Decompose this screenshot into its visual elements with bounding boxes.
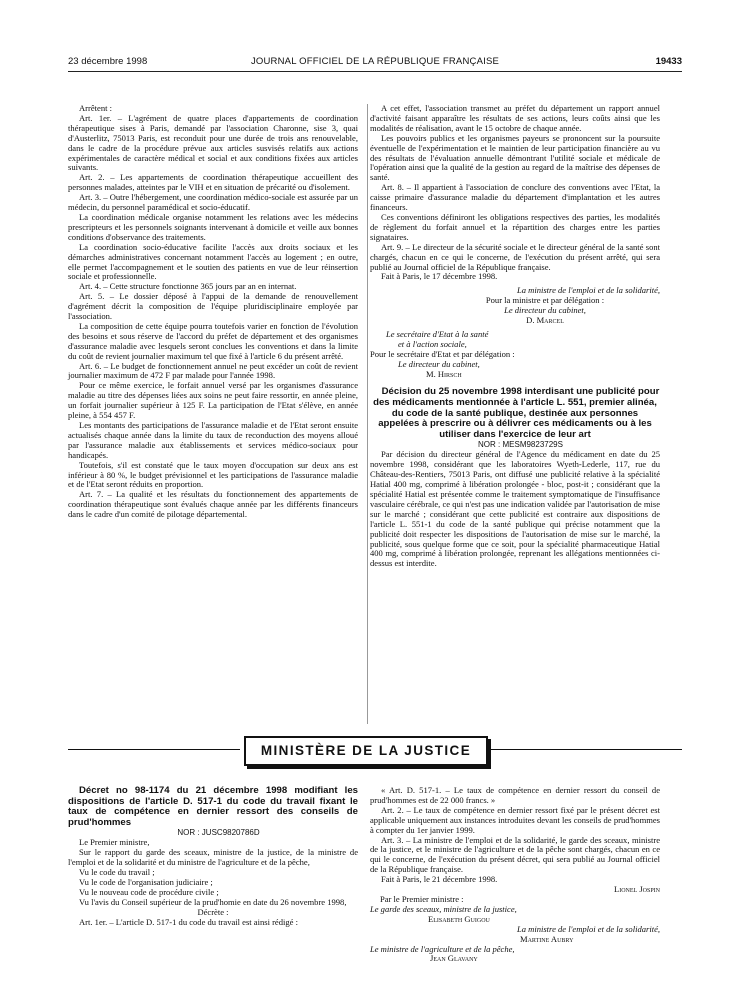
paragraph: Sur le rapport du garde des sceaux, ministre de la justice, de la ministre de l'emploi et de la solidarité et du ministre de l'agriculture et de la pêche, xyxy=(68,847,358,868)
header-date: 23 décembre 1998 xyxy=(68,56,148,67)
arrete-right-column xyxy=(370,104,660,569)
paragraph: La composition de cette équipe pourra toutefois varier en fonction de l'évolution des besoins et sous réserve de l'accord du préfet de département et des organismes d'assurance maladie avec lesquels seront conclues les conventions et dans la limite du coût de revient journalier maximum tel que fixé à l'article 6 du présent arrêté. xyxy=(68,320,358,361)
date-line: Fait à Paris, le 21 décembre 1998. xyxy=(381,874,498,885)
signature-title: Le secrétaire d'Etat à la santé xyxy=(386,328,489,339)
signature-delegation: Par le Premier ministre : xyxy=(380,893,464,904)
paragraph: Vu le code de l'organisation judiciaire ; xyxy=(79,876,213,887)
paragraph: Vu l'avis du Conseil supérieur de la prud'homie en date du 26 novembre 1998, xyxy=(79,896,347,907)
paragraph: La coordination socio-éducative facilite l'accès aux droits sociaux et les démarches administratives concernant notamment l'accès au logement ; en outre, elle permet l'accompagnement et le soutien des patients en vue de leur réinsertion sociale et professionnelle. xyxy=(68,241,358,282)
article-1: Art. 1er. – L'agrément de quatre places d'appartements de coordination thérapeutique sises à Paris, demandé par l'association Charonne, sise 3, quai d'Austerlitz, 75013 Paris, est reconduit pour une durée de trois ans renouvelable, dans le cadre de la procédure prévue aux articles susvisés relatifs aux actions expérimentales de caractère médical et social et aux conditions fixées aux articles suivants. xyxy=(68,112,358,173)
header-rule xyxy=(68,71,682,72)
paragraph: Ces conventions définiront les obligations respectives des parties, les modalités de règlement du forfait annuel et la répartition des charges entre les parties signataires. xyxy=(370,211,660,242)
article-2: Art. 2. – Le taux de compétence en dernier ressort fixé par le présent décret est applicable uniquement aux instances introduites devant les conseils de prud'hommes à compter du 1er janvier 1999. xyxy=(370,804,660,835)
article-3: Art. 3. – La ministre de l'emploi et de la solidarité, le garde des sceaux, ministre de la justice, et le ministre de l'agriculture et de la pêche sont chargés, chacun en ce qui le concerne, de l'exécution du présent décret, qui sera publié au Journal officiel de la République française. xyxy=(370,834,660,875)
signature-title: La ministre de l'emploi et de la solidarité, xyxy=(517,285,660,296)
paragraph: Le Premier ministre, xyxy=(79,837,150,848)
article-5: Art. 5. – Le dossier déposé à l'appui de la demande de renouvellement d'agrément décrit la composition de l'équipe pluridisciplinaire employée par l'association. xyxy=(68,291,358,322)
signature-name: D. Marcel xyxy=(526,315,564,326)
date-line: Fait à Paris, le 17 décembre 1998. xyxy=(381,271,498,282)
column-divider xyxy=(367,104,368,724)
banner-rule-right xyxy=(490,749,682,750)
signature-name: Lionel Jospin xyxy=(613,884,660,895)
signature-name: Martine Aubry xyxy=(520,933,574,944)
signature-title: La ministre de l'emploi et de la solidarité, xyxy=(517,923,660,934)
article-3: Art. 3. – Outre l'hébergement, une coordination médico-sociale est assurée par un médecin, du personnel paramédical et socio-éducatif. xyxy=(68,192,358,213)
signature-role: Le directeur du cabinet, xyxy=(398,358,480,369)
paragraph: Toutefois, s'il est constaté que le taux moyen d'occupation sur deux ans est inférieur à 80 %, le budget prévisionnel et les participations de l'assurance maladie et de l'Etat seront réduits en proportion. xyxy=(68,459,358,490)
paragraph: Pour ce même exercice, le forfait annuel versé par les organismes d'assurance maladie au titre des dépenses liées aux soins ne peut faire ressortir, en année pleine, un forfait journalier supérieur à 125 F. La participation de l'Etat s'élève, en année pleine, à 554 457 F. xyxy=(68,380,358,421)
signature-title: et à l'action sociale, xyxy=(398,338,467,349)
decision-nor: NOR : MESM9823729S xyxy=(478,440,563,450)
signature-title: Le garde des sceaux, ministre de la justice, xyxy=(370,903,517,914)
signature-name: M. Hirsch xyxy=(426,368,462,379)
header-journal-title: JOURNAL OFFICIEL DE LA RÉPUBLIQUE FRANÇAISE xyxy=(250,56,500,67)
decret-right-column xyxy=(370,786,660,964)
ministry-banner: MINISTÈRE DE LA JUSTICE xyxy=(244,736,488,766)
paragraph: A cet effet, l'association transmet au préfet du département un rapport annuel d'activité faisant apparaître les résultats de ses actions, leurs coûts ainsi que les modalités de réalisation, avant le 15 octobre de chaque année. xyxy=(370,103,660,133)
signature-delegation: Pour la ministre et par délégation : xyxy=(485,295,605,306)
decret-title: Décret no 98-1174 du 21 décembre 1998 modifiant les dispositions de l'article D. 517-1 du code du travail fixant le taux de compétence en dernier ressort des conseils de prud'hommes xyxy=(68,785,358,828)
paragraph: La coordination médicale organise notamment les relations avec les médecins prescripteurs et les personnels soignants intervenant à domicile et veille aux bonnes conditions d'observance des traitements. xyxy=(68,211,358,242)
signature-role: Le directeur du cabinet, xyxy=(504,305,586,316)
article-d517-1: « Art. D. 517-1. – Le taux de compétence en dernier ressort du conseil de prud'hommes est de 22 000 francs. » xyxy=(370,785,660,805)
paragraph: Les montants des participations de l'assurance maladie et de l'Etat seront ensuite actualisés chaque année dans la limite du taux de reconduction des moyens alloué par l'assurance maladie aux établissements et services médico-sociaux pour handicapés. xyxy=(68,420,358,460)
banner-rule-left xyxy=(68,749,240,750)
arretent-heading: Arrêtent : xyxy=(79,103,112,113)
paragraph: Vu le nouveau code de procédure civile ; xyxy=(79,886,219,897)
arrete-left-column xyxy=(68,104,358,520)
article-8: Art. 8. – Il appartient à l'association de conclure des conventions avec l'Etat, la caisse primaire d'assurance maladie du département d'implantation et les autres financeurs. xyxy=(370,182,660,213)
article-7: Art. 7. – La qualité et les résultats du fonctionnement des appartements de coordination thérapeutique sont évalués chaque année par les différents financeurs dans le cadre d'un comité de pilotage départemental. xyxy=(68,489,358,520)
paragraph: Vu le code du travail ; xyxy=(79,867,155,877)
decision-text: Par décision du directeur général de l'Agence du médicament en date du 25 novembre 1998, considérant que les laboratoires Wyeth-Lederle, 117, rue du Château-des-Rentiers, 75013 Paris, ont diffusé une publicité relative à la spécialité Hatial 400 mg, comprimé à libération prolongée - bloc, post-it ; considérant que la spécialité Hatial est présentée comme le traitement symptomatique de l'insuffisance vasculaire cérébrale, ce qui n'est pas une indication validée par l'autorisation de mise sur le marché ; considérant que cette publicité est contraire aux dispositions de l'article L. 551-1 du code de la santé publique qui précise notamment que la publicité doit respecter les dispositions de l'autorisation de mise sur le marché, la publicité, sous quelque forme que ce soit, pour la spécialité pharmaceutique Hatial 400 mg, comprimé à libération prolongée, reprenant les allégations mentionnées ci-dessus est interdite. xyxy=(370,449,660,569)
article-1: Art. 1er. – L'article D. 517-1 du code du travail est ainsi rédigé : xyxy=(79,916,298,927)
signature-name: Jean Glavany xyxy=(430,953,478,964)
page-header xyxy=(68,56,682,72)
signature-name: Elisabeth Guigou xyxy=(428,913,490,924)
header-page-number: 19433 xyxy=(655,56,682,67)
signature-delegation: Pour le secrétaire d'Etat et par délégation : xyxy=(370,348,515,359)
decret-nor: NOR : JUSC9820786D xyxy=(177,828,260,838)
signature-title: Le ministre de l'agriculture et de la pêche, xyxy=(370,943,515,954)
article-4: Art. 4. – Cette structure fonctionne 365 jours par an en internat. xyxy=(79,281,297,292)
decret-left-column xyxy=(68,786,358,927)
paragraph: Les pouvoirs publics et les organismes payeurs se prononcent sur la poursuite éventuelle de l'expérimentation et le maintien de leur participation financière au vu des résultats de l'évaluation annuelle démontrant l'utilité sociale et médicale de l'opération ainsi que la qualité de la gestion au regard de la maîtrise des dépenses de santé. xyxy=(370,132,660,183)
article-9: Art. 9. – Le directeur de la sécurité sociale et le directeur général de la santé sont chargés, chacun en ce qui le concerne, de l'exécution du présent arrêté, qui sera publié au Journal officiel de la République française. xyxy=(370,241,660,272)
decrete-heading: Décrète : xyxy=(197,906,229,917)
decision-title: Décision du 25 novembre 1998 interdisant une publicité pour des médicaments mentionnée à l'article L. 551, premier alinéa, du code de la santé publique, destinée aux personnes appelées à prescrire ou à délivrer ces médicaments ou à les utiliser dans l'exercice de leur art xyxy=(373,386,660,440)
article-2: Art. 2. – Les appartements de coordination thérapeutique accueillent des personnes malades, atteintes par le VIH et en situation de précarité ou d'isolement. xyxy=(68,172,358,193)
article-6: Art. 6. – Le budget de fonctionnement annuel ne peut excéder un coût de revient journalier maximum de 472 F par malade pour l'année 1998. xyxy=(68,360,358,381)
